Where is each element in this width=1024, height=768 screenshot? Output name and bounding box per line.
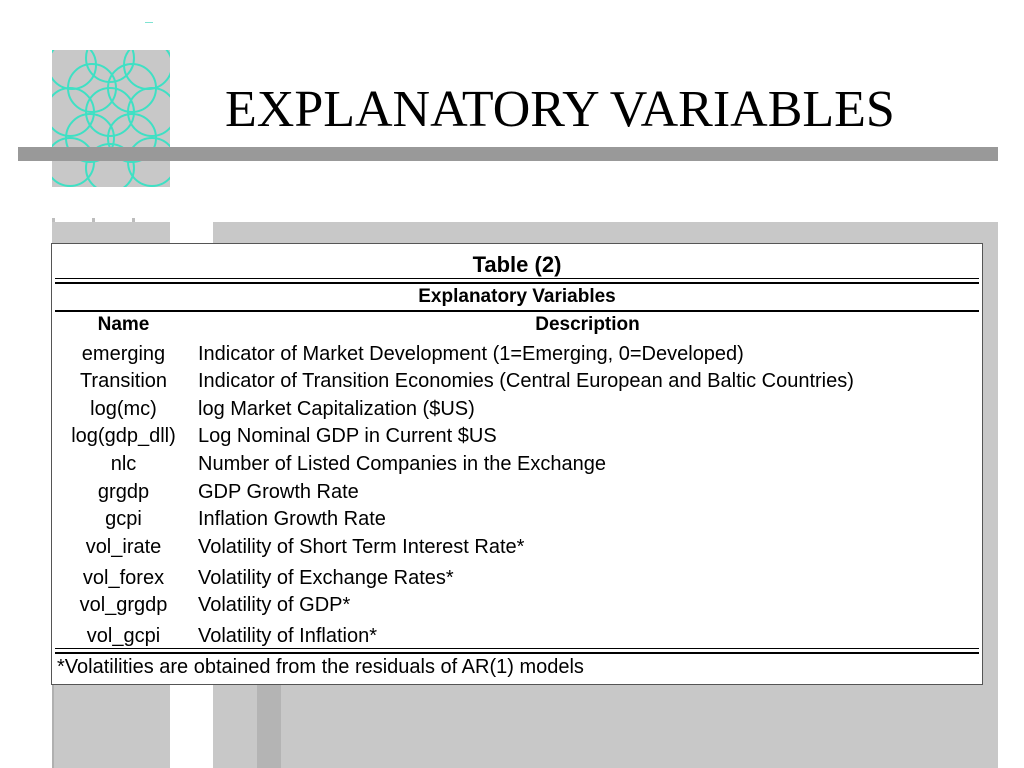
table-rule bbox=[55, 282, 979, 284]
variable-name: emerging bbox=[81, 343, 166, 365]
variable-name: log(mc) bbox=[90, 398, 157, 420]
variable-name: Transition bbox=[79, 370, 168, 392]
circles-logo-icon bbox=[52, 50, 170, 187]
variable-name: grgdp bbox=[97, 481, 150, 503]
table-caption: Table (2) bbox=[472, 252, 562, 277]
variable-description: Indicator of Transition Economies (Central European and Baltic Countries) bbox=[198, 370, 854, 392]
variable-name: log(gdp_dll) bbox=[71, 425, 176, 447]
variable-description: Inflation Growth Rate bbox=[198, 508, 386, 530]
variable-name: vol_forex bbox=[82, 567, 165, 589]
variable-description: Indicator of Market Development (1=Emerging, 0=Developed) bbox=[198, 343, 744, 365]
table-rule bbox=[55, 652, 979, 654]
overlapping-circles-logo bbox=[52, 50, 170, 187]
variable-description: Volatility of Exchange Rates* bbox=[198, 567, 454, 589]
variable-description: Log Nominal GDP in Current $US bbox=[198, 425, 497, 447]
table-rule bbox=[55, 648, 979, 649]
title-underline-bar bbox=[18, 147, 998, 161]
table-rule bbox=[55, 310, 979, 312]
decorative-dash bbox=[145, 22, 153, 23]
slide-title: EXPLANATORY VARIABLES bbox=[225, 81, 895, 138]
variable-name: gcpi bbox=[105, 508, 142, 530]
variable-name: nlc bbox=[110, 453, 137, 475]
variable-description: Volatility of Inflation* bbox=[198, 625, 377, 647]
table-subtitle: Explanatory Variables bbox=[418, 286, 616, 307]
column-header-description: Description bbox=[535, 314, 640, 335]
variable-name: vol_irate bbox=[85, 536, 162, 558]
variable-name: vol_grgdp bbox=[79, 594, 168, 616]
variable-description: log Market Capitalization ($US) bbox=[198, 398, 475, 420]
column-header-name: Name bbox=[97, 314, 150, 335]
variable-description: GDP Growth Rate bbox=[198, 481, 359, 503]
variables-table bbox=[51, 243, 983, 685]
variable-description: Volatility of GDP* bbox=[198, 594, 351, 616]
variable-description: Number of Listed Companies in the Exchange bbox=[198, 453, 607, 475]
left-panel-edge bbox=[52, 683, 54, 768]
table-footnote: *Volatilities are obtained from the residuals of AR(1) models bbox=[57, 656, 584, 678]
variable-name: vol_gcpi bbox=[86, 625, 161, 647]
table-rule bbox=[55, 278, 979, 279]
variable-description: Volatility of Short Term Interest Rate* bbox=[198, 536, 525, 558]
inner-panel-strip bbox=[257, 680, 281, 768]
